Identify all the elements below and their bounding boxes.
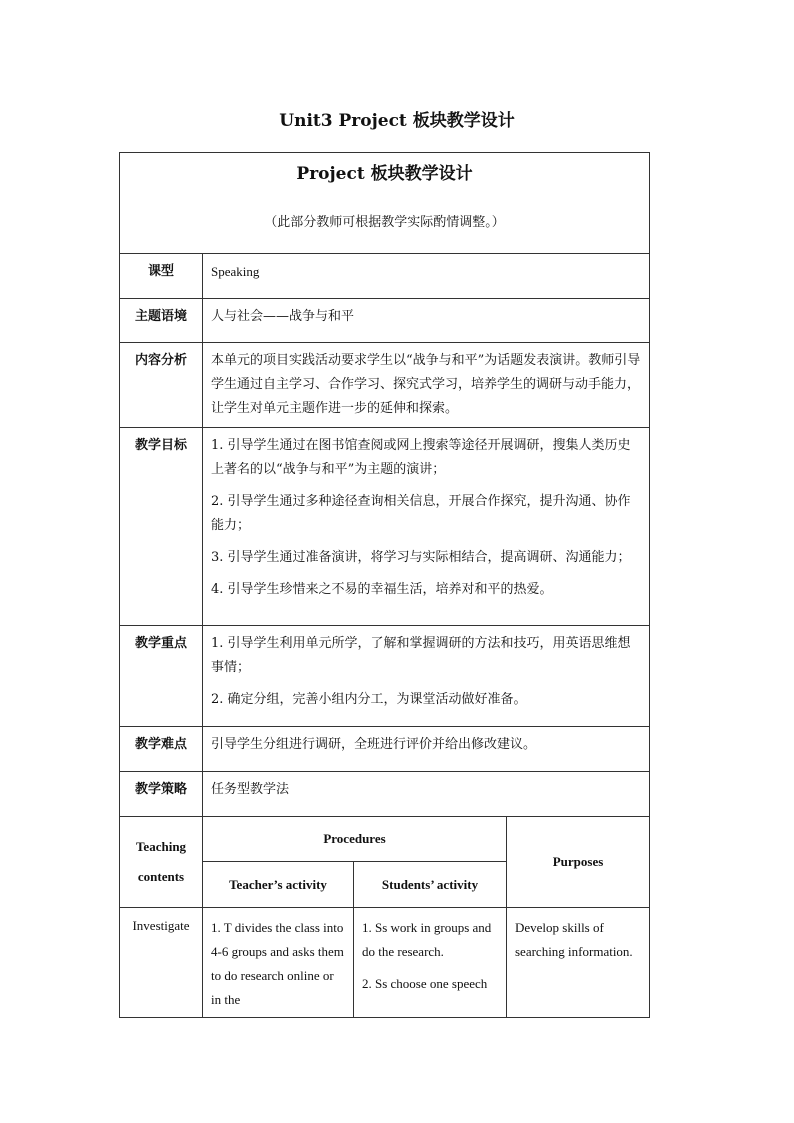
procedure-content: Investigate (120, 908, 203, 1018)
teachers-activity-header: Teacher’s activity (203, 862, 354, 908)
procedure-header-row (120, 817, 650, 862)
goals-row (120, 428, 650, 626)
type-value: Speaking (203, 254, 650, 299)
teaching-contents-line1: Teaching (135, 839, 187, 854)
theme-value: 人与社会——战争与和平 (203, 299, 650, 343)
table-title: Project 板块教学设计 (296, 164, 473, 184)
goal-item: 2. 引导学生通过多种途径查询相关信息，开展合作探究，提升沟通、协作能力； (211, 494, 631, 533)
table-note: （此部分教师可根据教学实际酌情调整。） (264, 215, 505, 230)
difficulties-label: 教学难点 (120, 727, 203, 772)
key-points-label: 教学重点 (120, 626, 203, 727)
students-activity-header: Students’ activity (354, 862, 507, 908)
theme-row (120, 299, 650, 343)
goal-item: 1. 引导学生通过在图书馆查阅或网上搜索等途径开展调研，搜集人类历史上著名的以“战争与和平”为主题的演讲； (211, 438, 631, 477)
teacher-activity: 1. T divides the class into 4-6 groups and asks them to do research online or in the (203, 908, 354, 1018)
key-points-list (203, 626, 650, 727)
teaching-contents-line2: contents (137, 869, 185, 884)
key-point-item: 1. 引导学生利用单元所学，了解和掌握调研的方法和技巧，用英语思维想事情； (211, 636, 631, 675)
strategy-row (120, 772, 650, 817)
type-row (120, 254, 650, 299)
key-points-row (120, 626, 650, 727)
lesson-plan-table (119, 152, 650, 1018)
purposes-header: Purposes (507, 817, 650, 908)
strategy-value: 任务型教学法 (203, 772, 650, 817)
content-label: 内容分析 (120, 343, 203, 428)
key-point-item: 2. 确定分组，完善小组内分工，为课堂活动做好准备。 (211, 692, 527, 707)
header-row (120, 153, 650, 254)
header-cell (120, 153, 650, 254)
content-value: 本单元的项目实践活动要求学生以“战争与和平”为话题发表演讲。教师引导学生通过自主学习、合作学习、探究式学习，培养学生的调研与动手能力，让学生对单元主题作进一步的延伸和探索。 (203, 343, 650, 428)
difficulties-value: 引导学生分组进行调研，全班进行评价并给出修改建议。 (203, 727, 650, 772)
purpose: Develop skills of searching information. (507, 908, 650, 1018)
students-activity (354, 908, 507, 1018)
strategy-label: 教学策略 (120, 772, 203, 817)
document-title: Unit3 Project 板块教学设计 (279, 111, 515, 131)
teaching-contents-header (120, 817, 203, 908)
students-activity-item: 2. Ss choose one speech (362, 976, 488, 991)
procedure-row (120, 908, 650, 1018)
theme-label: 主题语境 (120, 299, 203, 343)
goal-item: 4. 引导学生珍惜来之不易的幸福生活，培养对和平的热爱。 (211, 582, 553, 597)
goal-item: 3. 引导学生通过准备演讲，将学习与实际相结合，提高调研、沟通能力； (211, 550, 631, 565)
goals-label: 教学目标 (120, 428, 203, 626)
procedures-header: Procedures (203, 817, 507, 862)
students-activity-item: 1. Ss work in groups and do the research. (362, 920, 492, 959)
goals-list (203, 428, 650, 626)
difficulties-row (120, 727, 650, 772)
type-label: 课型 (120, 254, 203, 299)
content-row (120, 343, 650, 428)
